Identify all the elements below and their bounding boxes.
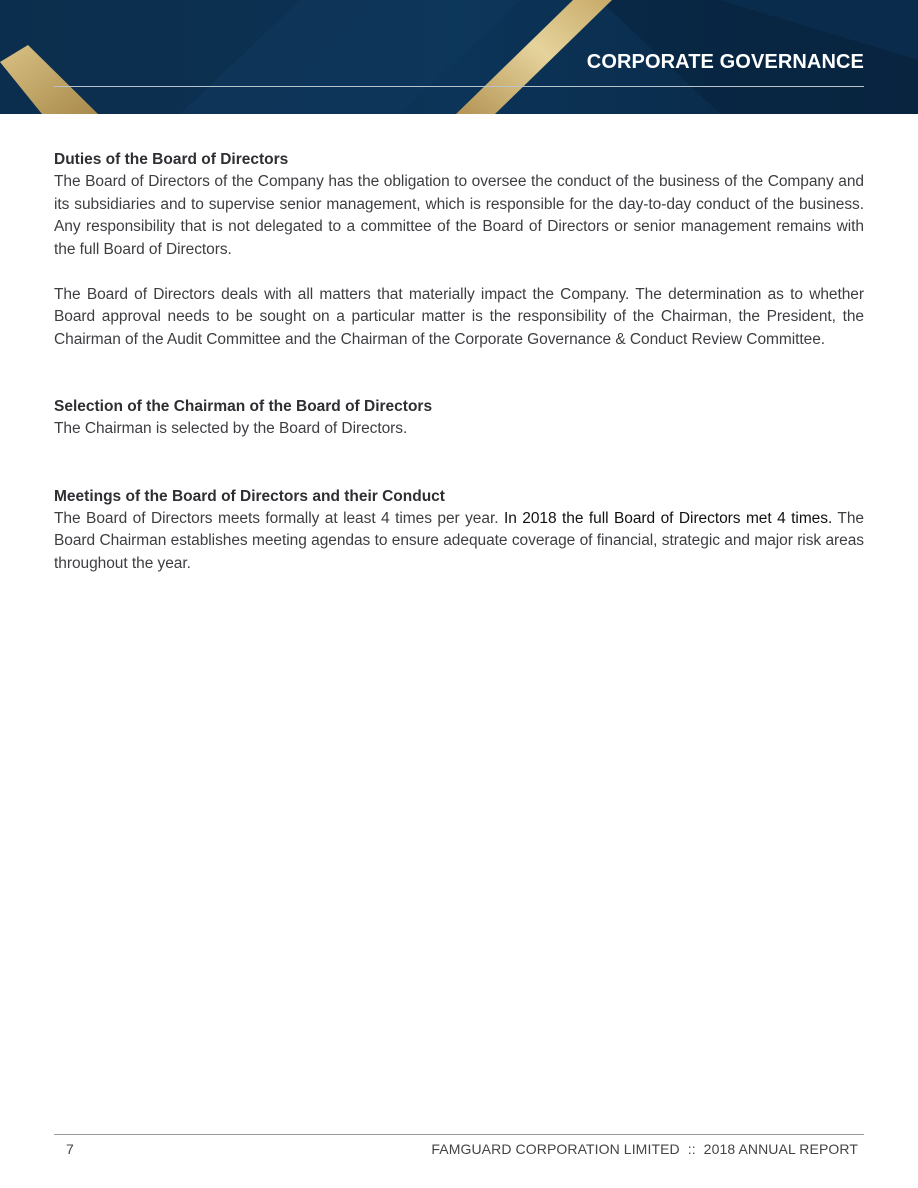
paragraph: The Board of Directors deals with all matters that materially impact the Company. The determination as to whether Board approval needs to be sought on a particular matter is the responsibility of the Chairman, the President, the Chairman of the Audit Committee and the Chairman of the Corporate Governance & Conduct Review Committee. xyxy=(54,285,864,348)
paragraph xyxy=(54,508,864,576)
heading-duties: Duties of the Board of Directors xyxy=(54,151,289,168)
footer-divider xyxy=(54,1134,864,1135)
header-divider xyxy=(54,86,864,87)
section-meetings xyxy=(54,486,864,576)
heading-meetings: Meetings of the Board of Directors and their Conduct xyxy=(54,487,445,505)
main-content xyxy=(54,149,864,575)
section-title-corporate-governance: CORPORATE GOVERNANCE xyxy=(586,51,864,73)
paragraph: The Chairman is selected by the Board of Directors. xyxy=(54,420,408,437)
paragraph-text: The Board Chairman establishes meeting agendas to ensure adequate coverage of financial, strategic and major risk areas throughout the year. xyxy=(54,509,864,572)
page-number: 7 xyxy=(66,1141,74,1157)
footer-report-title: FAMGUARD CORPORATION LIMITED :: 2018 ANNUAL REPORT xyxy=(431,1141,858,1157)
header-banner xyxy=(0,0,918,114)
section-duties xyxy=(54,149,864,351)
section-selection-chairman xyxy=(54,396,864,441)
paragraph-text: The Board of Directors meets formally at least 4 times per year. xyxy=(54,509,504,527)
paragraph: The Board of Directors of the Company has the obligation to oversee the conduct of the business of the Company and its subsidiaries and to supervise senior management, which is responsible for the day-to-day conduct of the business. Any responsibility that is not delegated to a committee of the Board of Directors or senior management remains with the full Board of Directors. xyxy=(54,173,864,258)
meetings-count-text: In 2018 the full Board of Directors met 4 times. xyxy=(503,509,833,527)
heading-selection-chairman: Selection of the Chairman of the Board of Directors xyxy=(54,398,433,415)
